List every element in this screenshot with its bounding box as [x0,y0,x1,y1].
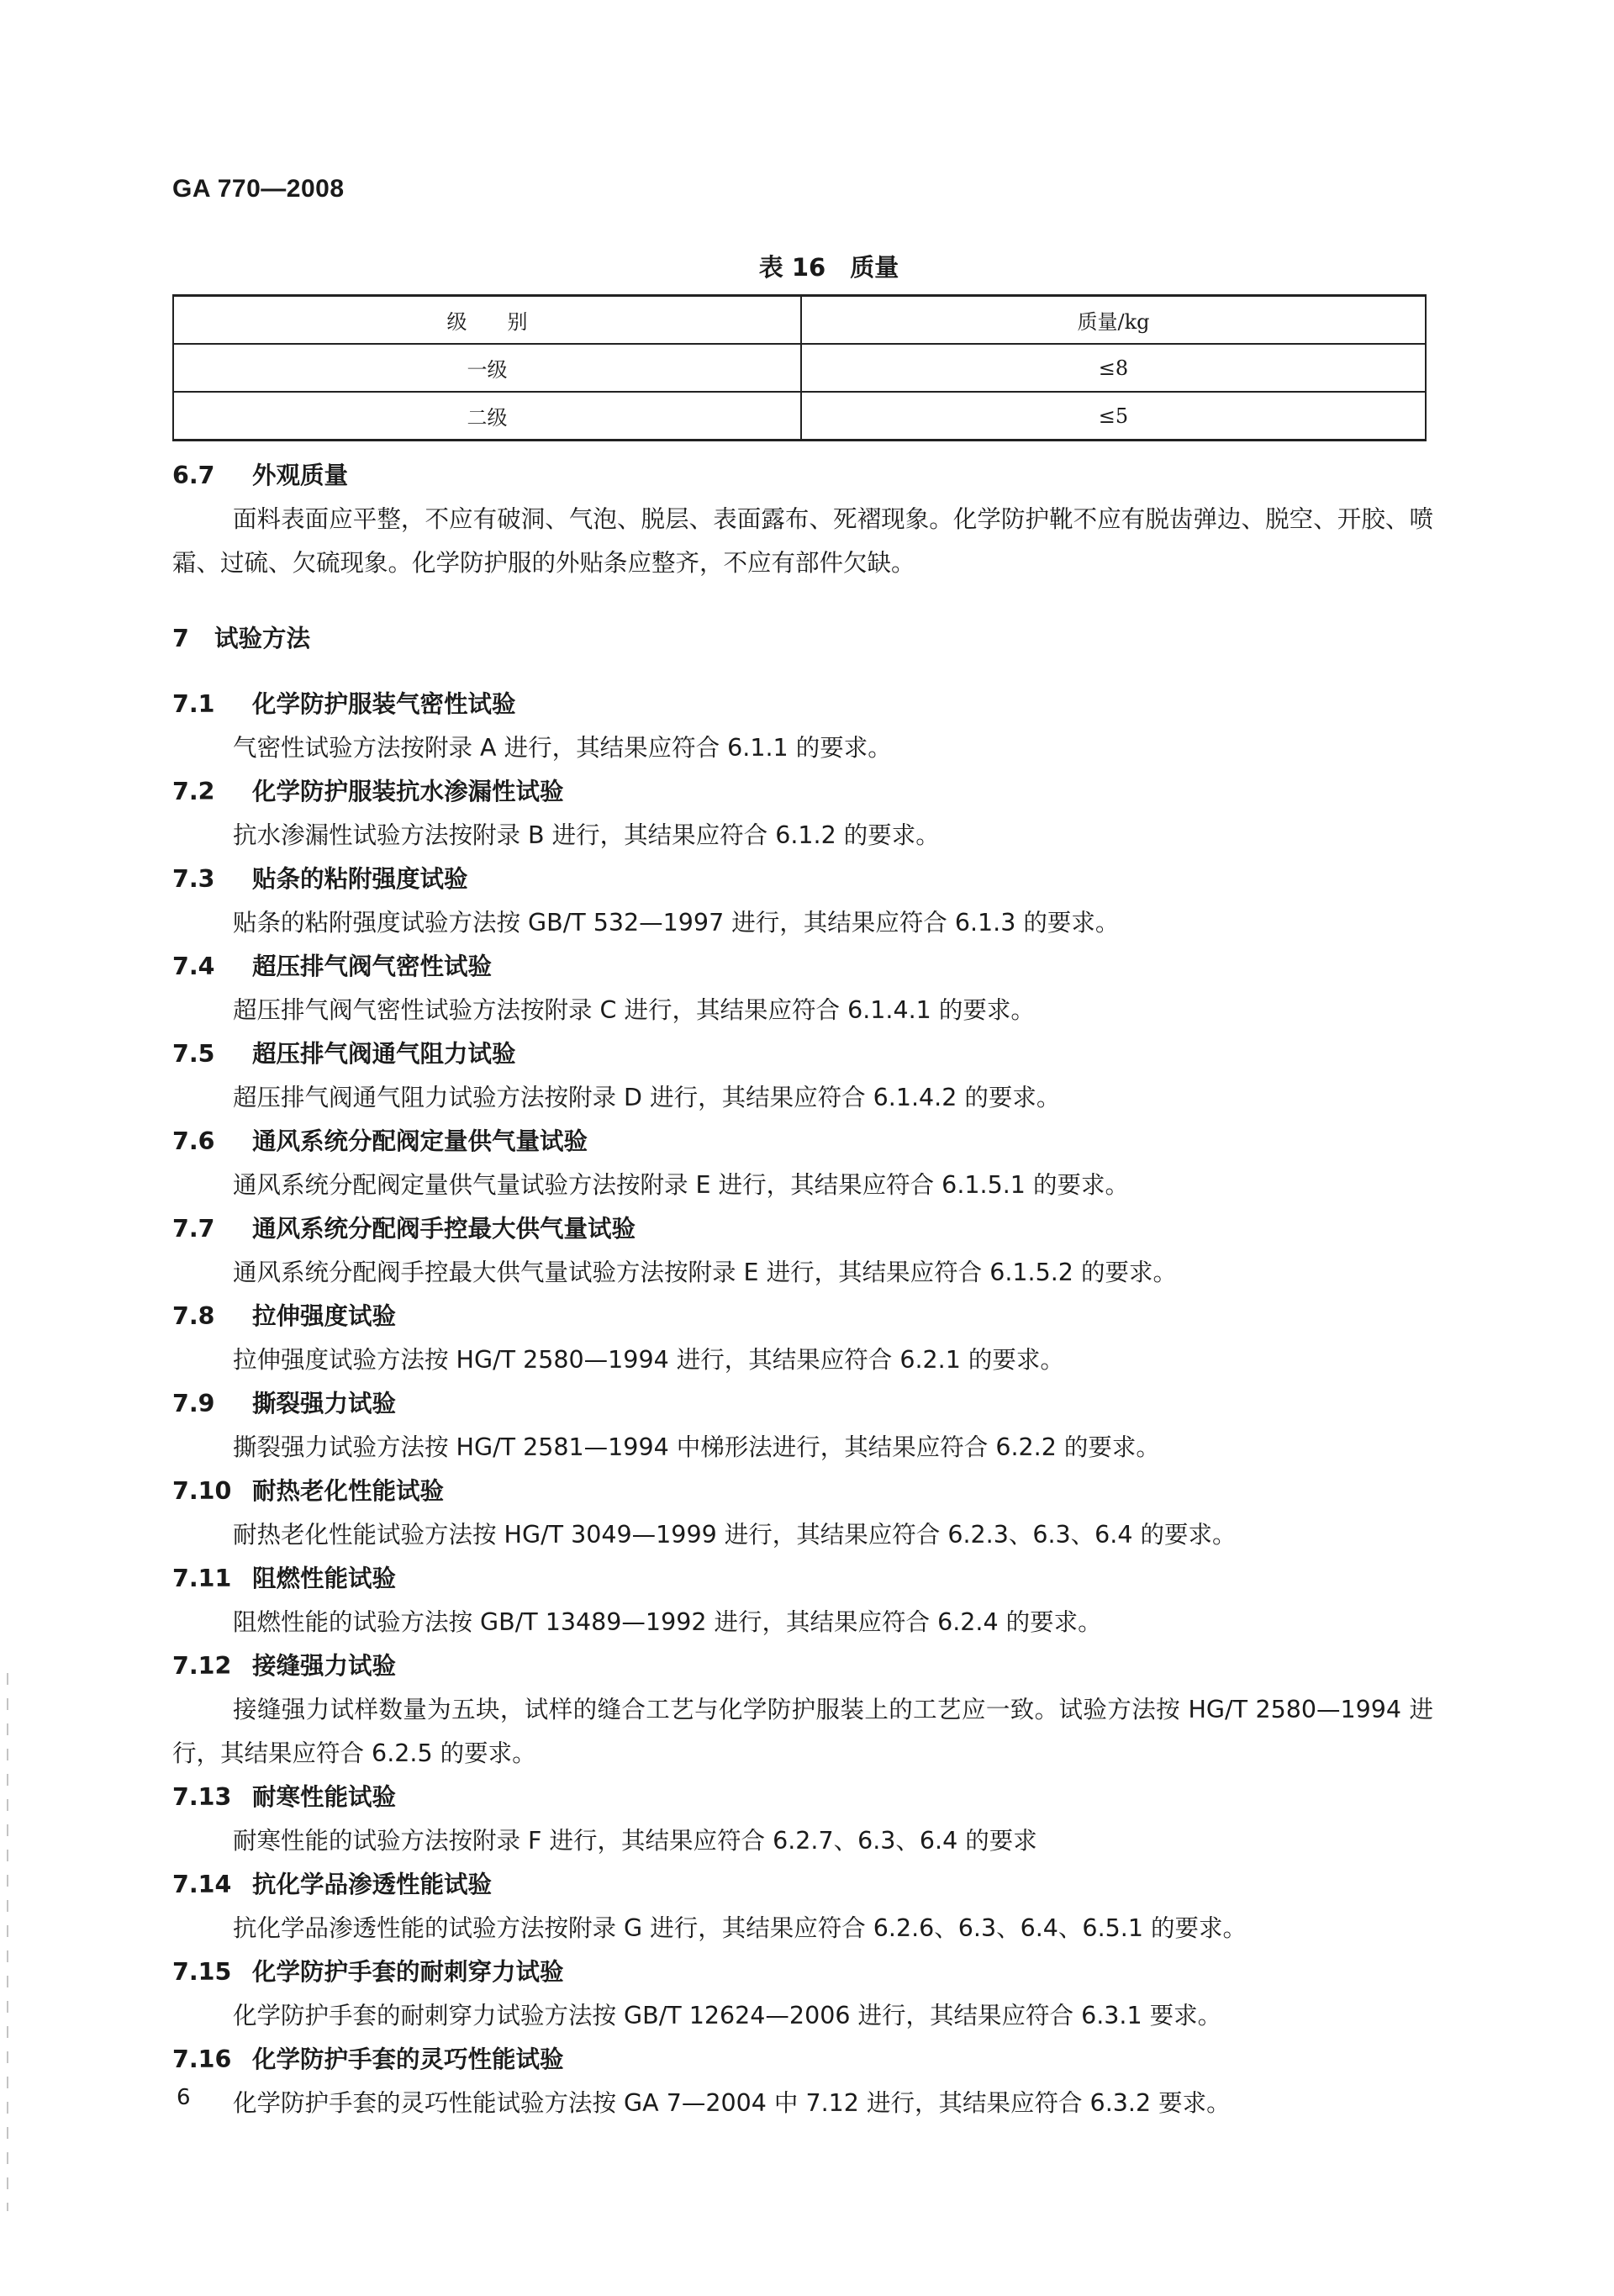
scan-edge-mark [7,1673,8,2211]
section-heading [172,1776,1433,1819]
section-title: 通风系统分配阀手控最大供气量试验 [252,1215,636,1243]
mass-table [172,294,1427,441]
section-heading [172,1032,1433,1076]
section-heading [172,1382,1433,1426]
section-heading [172,770,1433,814]
section-title: 化学防护手套的灵巧性能试验 [252,2045,564,2073]
section-heading [172,2038,1433,2082]
standard-code: GA 770—2008 [172,175,345,203]
section-text: 气密性试验方法按附录 A 进行，其结果应符合 6.1.1 的要求。 [233,734,892,762]
section-text: 面料表面应平整，不应有破洞、气泡、脱层、表面露布、死褶现象。化学防护靴不应有脱齿弹边、脱空、开胶、喷霜、过硫、欠硫现象。化学防护服的外贴条应整齐，不应有部件欠缺。 [172,505,1433,577]
table-header-cell: 级 别 [173,296,801,345]
section-number: 7.1 [172,690,215,718]
section-text: 贴条的粘附强度试验方法按 GB/T 532—1997 进行，其结果应符合 6.1.3 的要求。 [233,909,1120,937]
section-text: 通风系统分配阀定量供气量试验方法按附录 E 进行，其结果应符合 6.1.5.1 的要求。 [233,1171,1129,1199]
section-title: 化学防护服装气密性试验 [252,690,516,718]
chapter-title: 试验方法 [214,625,311,652]
section-heading [172,1295,1433,1338]
section-heading [172,1470,1433,1513]
section-title: 外观质量 [252,462,349,489]
section-text: 耐热老化性能试验方法按 HG/T 3049—1999 进行，其结果应符合 6.2.3、6.3、6.4 的要求。 [233,1521,1237,1549]
section-title: 通风系统分配阀定量供气量试验 [252,1127,588,1155]
section-title: 抗化学品渗透性能试验 [252,1871,493,1898]
section-text: 化学防护手套的灵巧性能试验方法按 GA 7—2004 中 7.12 进行，其结果应符合 6.3.2 要求。 [233,2089,1231,2117]
section-heading [172,945,1433,989]
section-heading [172,1557,1433,1601]
section-number: 7.11 [172,1565,232,1592]
section-heading [172,1207,1433,1251]
section-title: 接缝强力试验 [252,1652,397,1680]
section-title: 耐寒性能试验 [252,1783,397,1811]
section-number: 7.7 [172,1215,215,1243]
section-heading [172,1863,1433,1907]
section-text: 拉伸强度试验方法按 HG/T 2580—1994 进行，其结果应符合 6.2.1 的要求。 [233,1346,1064,1374]
section-heading [172,454,1433,498]
section-heading [172,1950,1433,1994]
section-title: 化学防护手套的耐刺穿力试验 [252,1958,564,1986]
section-title: 贴条的粘附强度试验 [252,865,468,893]
table-row [173,392,1426,441]
section-number: 7.8 [172,1302,215,1330]
section-number: 7.4 [172,953,215,980]
section-number: 7.13 [172,1783,232,1811]
table-header-row [173,296,1426,345]
table-row [173,344,1426,392]
section-number: 7.16 [172,2045,232,2073]
chapter-heading [172,617,1433,661]
table-cell: ≤5 [801,392,1426,441]
section-heading [172,1120,1433,1164]
section-title: 阻燃性能试验 [252,1565,397,1592]
section-number: 7.10 [172,1477,232,1505]
section-text: 耐寒性能的试验方法按附录 F 进行，其结果应符合 6.2.7、6.3、6.4 的要求 [233,1827,1037,1855]
section-text: 抗化学品渗透性能的试验方法按附录 G 进行，其结果应符合 6.2.6、6.3、6.4、6.5.1 的要求。 [233,1914,1247,1942]
section-title: 拉伸强度试验 [252,1302,397,1330]
section-heading [172,858,1433,901]
section-number: 7.2 [172,778,215,805]
section-title: 化学防护服装抗水渗漏性试验 [252,778,564,805]
section-text: 撕裂强力试验方法按 HG/T 2581—1994 中梯形法进行，其结果应符合 6.2.2 的要求。 [233,1433,1160,1461]
section-number: 7.14 [172,1871,232,1898]
section-title: 超压排气阀气密性试验 [252,953,493,980]
section-text: 超压排气阀气密性试验方法按附录 C 进行，其结果应符合 6.1.4.1 的要求。 [233,996,1035,1024]
table-cell: 二级 [173,392,801,441]
section-number: 7.15 [172,1958,232,1986]
section-text: 超压排气阀通气阻力试验方法按附录 D 进行，其结果应符合 6.1.4.2 的要求。 [233,1084,1061,1111]
section-text: 接缝强力试样数量为五块，试样的缝合工艺与化学防护服装上的工艺应一致。试验方法按 HG/T 2580—1994 进行，其结果应符合 6.2.5 的要求。 [172,1696,1433,1767]
section-number: 6.7 [172,462,215,489]
table-cell: 一级 [173,344,801,392]
section-title: 超压排气阀通气阻力试验 [252,1040,516,1068]
table-cell: ≤8 [801,344,1426,392]
sections-list [172,683,1433,2125]
chapter-number: 7 [172,625,189,652]
section-number: 7.5 [172,1040,215,1068]
section-heading [172,683,1433,726]
table-header-cell: 质量/kg [801,296,1426,345]
section-number: 7.9 [172,1390,215,1417]
section-text: 阻燃性能的试验方法按 GB/T 13489—1992 进行，其结果应符合 6.2.4 的要求。 [233,1608,1102,1636]
section-text: 抗水渗漏性试验方法按附录 B 进行，其结果应符合 6.1.2 的要求。 [233,821,940,849]
section-title: 撕裂强力试验 [252,1390,397,1417]
document-body [172,454,1433,2125]
section-number: 7.12 [172,1652,232,1680]
section-title: 耐热老化性能试验 [252,1477,445,1505]
page-number: 6 [177,2085,191,2110]
section-number: 7.6 [172,1127,215,1155]
section-text: 化学防护手套的耐刺穿力试验方法按 GB/T 12624—2006 进行，其结果应符合 6.3.1 要求。 [233,2002,1222,2029]
section-text: 通风系统分配阀手控最大供气量试验方法按附录 E 进行，其结果应符合 6.1.5.2 的要求。 [233,1259,1177,1286]
table-caption: 表 16 质量 [758,253,899,282]
section-heading [172,1644,1433,1688]
section-number: 7.3 [172,865,215,893]
